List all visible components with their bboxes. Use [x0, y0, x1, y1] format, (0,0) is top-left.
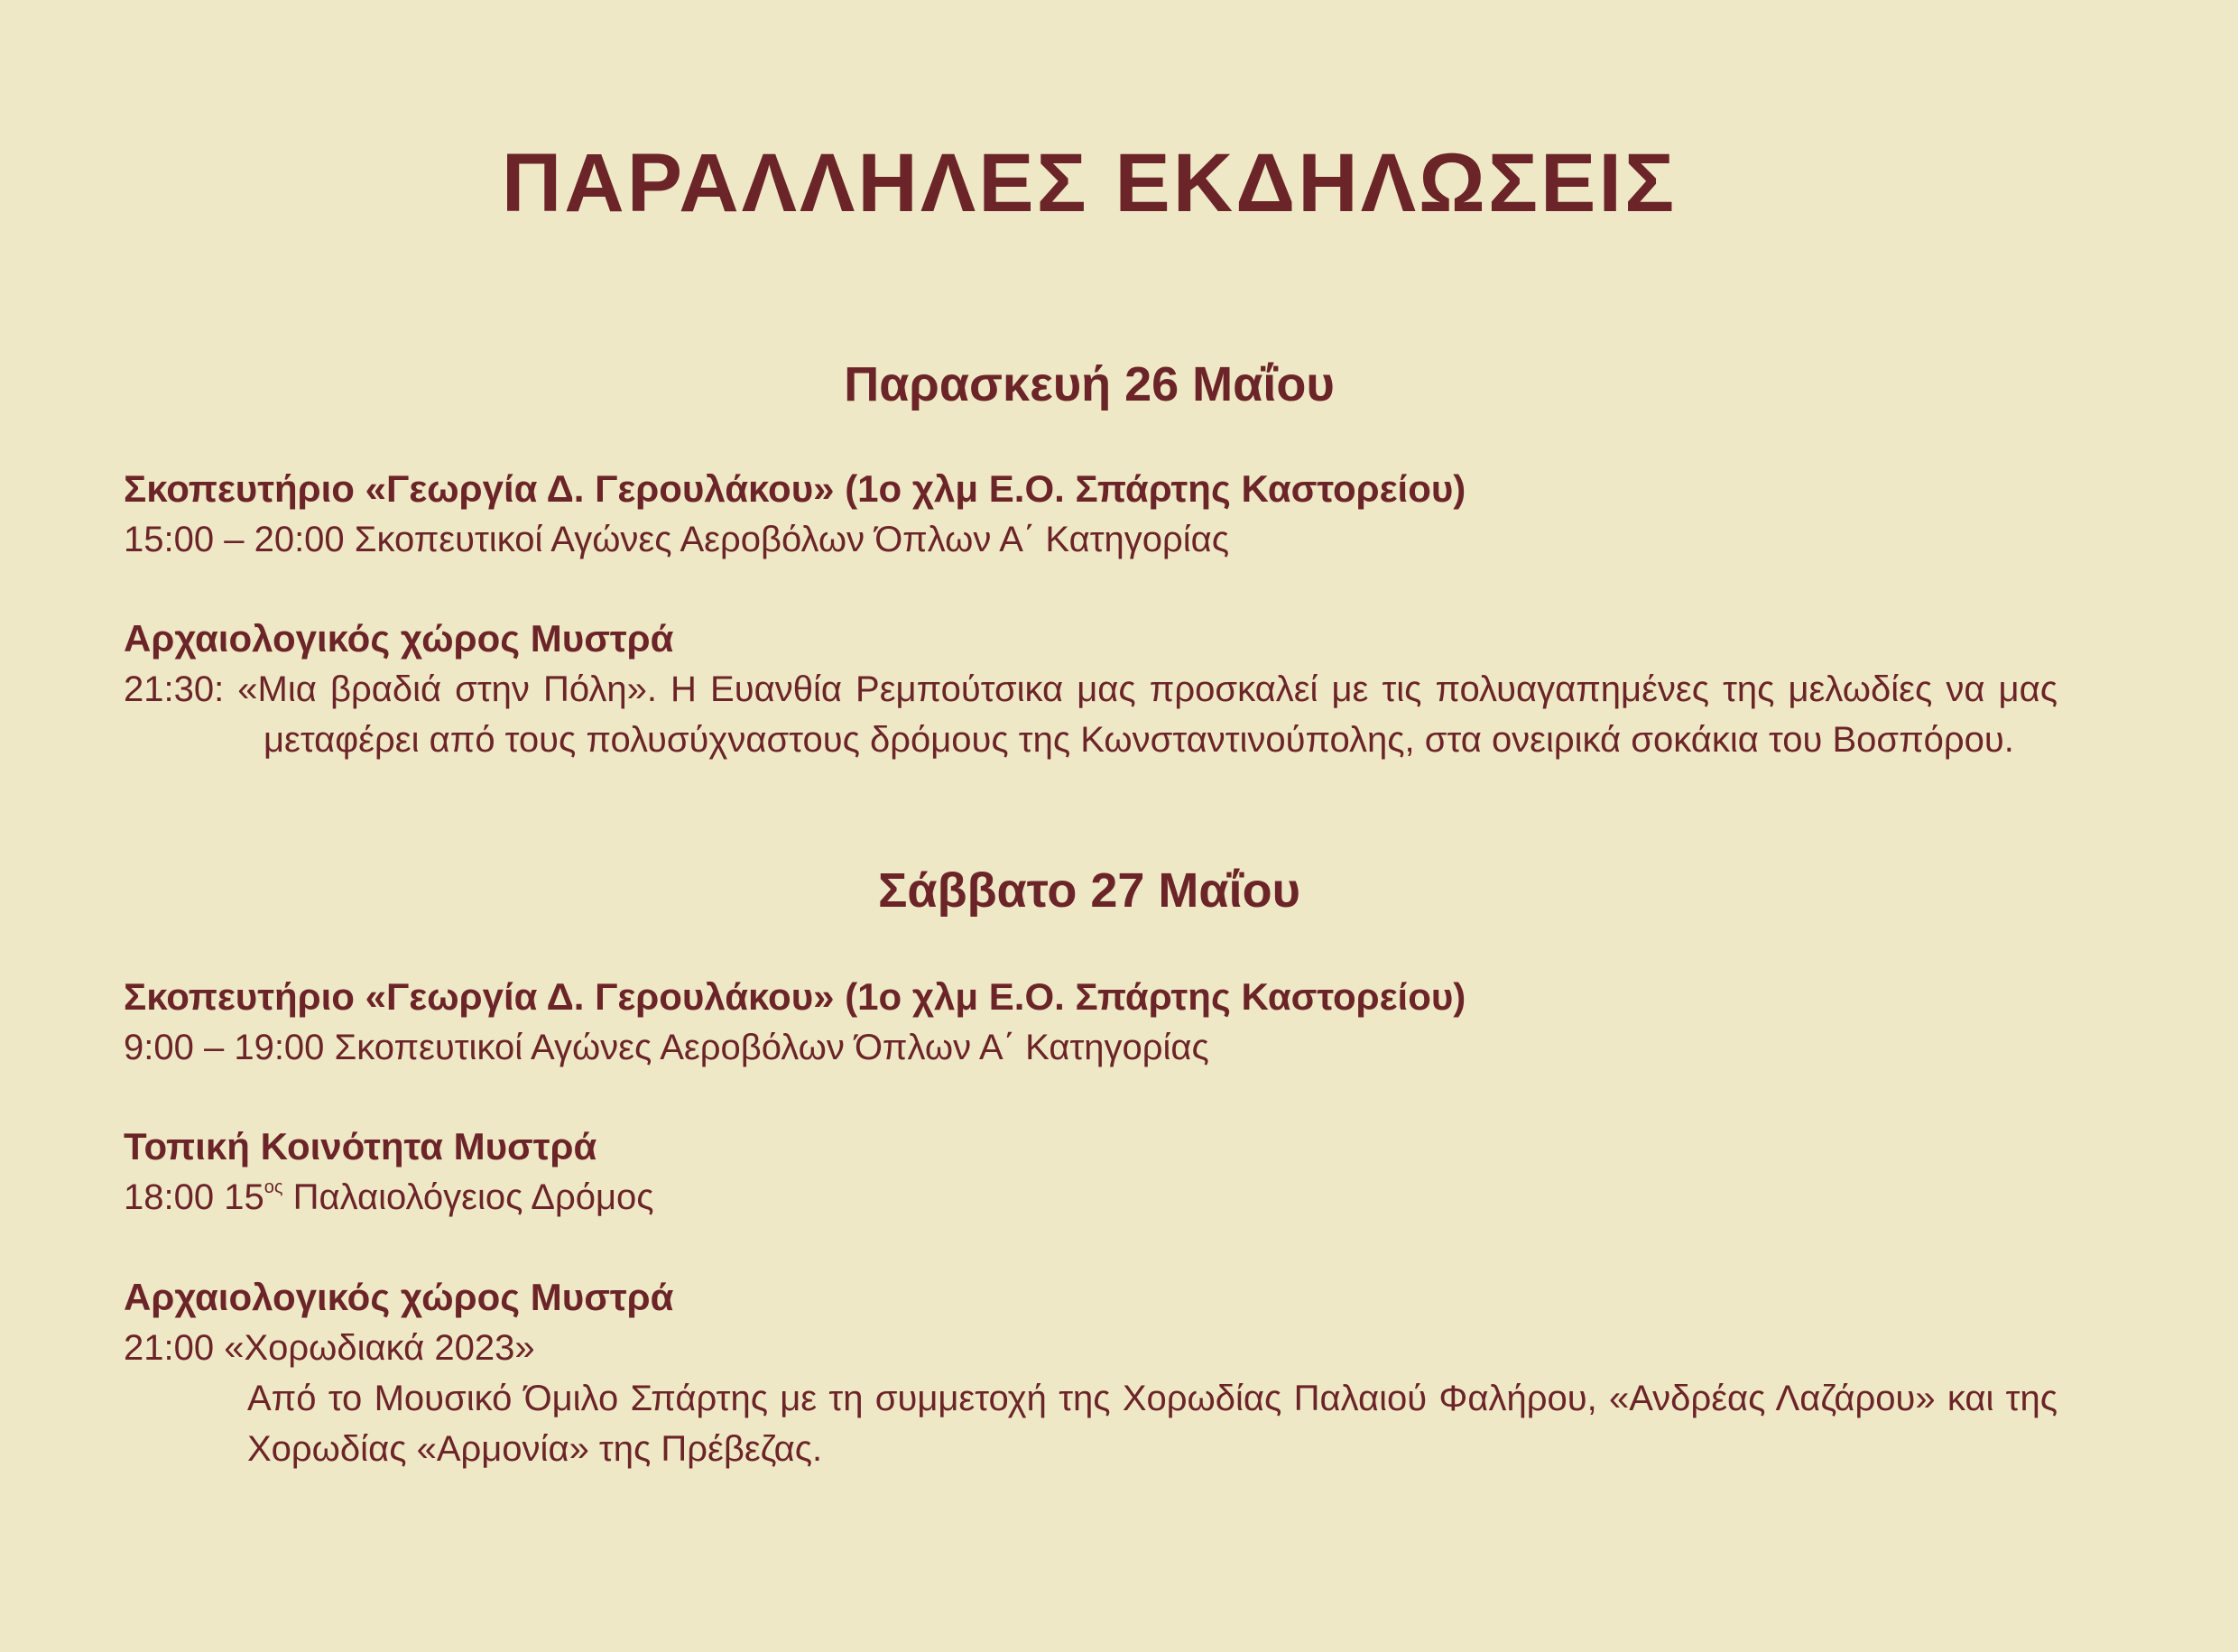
event-time: 18:00 15 [124, 1177, 264, 1217]
event-time-line: 21:00 «Χορωδιακά 2023» [124, 1328, 535, 1368]
event-venue: Σκοπευτήριο «Γεωργία Δ. Γερουλάκου» (1ο χλμ Ε.Ο. Σπάρτης Καστορείου) [124, 975, 1466, 1018]
page-title: ΠΑΡΑΛΛΗΛΕΣ ΕΚΔΗΛΩΣΕΙΣ [501, 137, 1678, 229]
event-venue: Αρχαιολογικός χώρος Μυστρά [124, 617, 674, 660]
day-heading-friday: Παρασκευή 26 Μαΐου [844, 357, 1335, 411]
event-choir [124, 1272, 2058, 1474]
event-shooting-friday [124, 464, 2058, 565]
event-description: 21:30: «Μια βραδιά στην Πόλη». Η Ευανθία Ρεμπούτσικα μας προσκαλεί με τις πολυαγαπημένες της μελωδίες να μας μεταφέρει από τους πολυσύχναστους δρόμους της Κωνσταντινούπολης, στα ονειρικά σοκάκια του Βοσπόρου. [124, 669, 2058, 760]
ordinal-suffix: ος [264, 1177, 283, 1197]
event-venue: Αρχαιολογικός χώρος Μυστρά [124, 1276, 674, 1318]
event-time-line [124, 1172, 2058, 1223]
event-venue: Τοπική Κοινότητα Μυστρά [124, 1125, 597, 1167]
event-venue: Σκοπευτήριο «Γεωργία Δ. Γερουλάκου» (1ο χλμ Ε.Ο. Σπάρτης Καστορείου) [124, 467, 1466, 510]
event-shooting-saturday [124, 972, 2058, 1073]
event-name: Παλαιολόγειος Δρόμος [292, 1177, 654, 1217]
event-concert-friday [124, 614, 2058, 765]
event-time-line: 15:00 – 20:00 Σκοπευτικοί Αγώνες Αεροβόλων Όπλων Α΄ Κατηγορίας [124, 520, 1230, 559]
event-road-race [124, 1121, 2058, 1223]
event-time-line: 9:00 – 19:00 Σκοπευτικοί Αγώνες Αεροβόλων Όπλων Α΄ Κατηγορίας [124, 1028, 1209, 1067]
day-heading-saturday: Σάββατο 27 Μαΐου [878, 863, 1300, 918]
event-description: Από το Μουσικό Όμιλο Σπάρτης με τη συμμετοχή της Χορωδίας Παλαιού Φαλήρου, «Ανδρέας Λαζάρου» και της Χορωδίας «Αρμονία» της Πρέβεζας. [247, 1379, 2058, 1469]
